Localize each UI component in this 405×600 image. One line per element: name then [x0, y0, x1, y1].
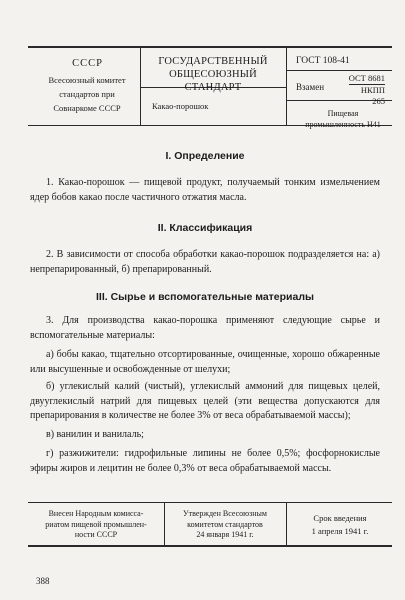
paragraph: 3. Для производства какао-порошка применяют следующие сырье и вспомогательные материалы:: [30, 315, 380, 341]
industry-classification: [296, 108, 390, 130]
footer-top-rule: [28, 502, 392, 503]
organization-line: Всесоюзный комитет: [48, 75, 126, 85]
section-heading: I. Определение: [165, 150, 245, 162]
introduced-line: Внесен Народным комисса-: [48, 509, 144, 518]
paragraph: 1. Какао-порошок — пищевой продукт, получаемый тонким измельчением ядер бобов какао после частичного отжатия масла.: [30, 177, 380, 203]
organization-line: Совнаркоме СССР: [53, 103, 121, 113]
introduced-line: ности СССР: [74, 530, 118, 539]
approved-line: Утвержден Всесоюзным: [182, 509, 267, 518]
standard-title-line: ОБЩЕСОЮЗНЫЙ СТАНДАРТ: [169, 69, 257, 93]
organization-line: стандартов при: [59, 89, 115, 99]
footer-bottom-rule: [28, 545, 392, 547]
effective-line: Срок введения: [313, 513, 367, 523]
instead-label: Взамен: [296, 82, 325, 92]
industry-line: Пищевая: [327, 109, 359, 118]
instead-values: [339, 73, 385, 107]
paragraph: г) разжижители: гидрофильные липины не более 0,5%; фосфорнокислые эфиры жиров и лецитин не более 0,3% от веса обрабатываемой массы.: [30, 448, 380, 474]
approved-line: комитетом стандартов: [187, 519, 263, 529]
footer-divider-left: [164, 502, 165, 545]
header-top-rule: [28, 46, 392, 48]
paragraph: б) углекислый калий (чистый), углекислый аммоний для пищевых целей, двууглекислый натрий для пищевых целей (эти вещества допускаются для препарирования в количестве не более 3% от веса обрабатываемой массы);: [30, 381, 380, 421]
section-heading: II. Классификация: [157, 222, 253, 234]
footer-divider-right: [286, 502, 287, 545]
instead-value: НКПП 265: [349, 84, 385, 107]
header-divider-right: [286, 46, 287, 125]
paragraph: в) ванилин и ванилаль;: [46, 429, 144, 440]
instead-value: ОСТ 8681: [348, 73, 385, 83]
standard-title: [144, 55, 282, 94]
gost-number: ГОСТ 108-41: [296, 56, 350, 66]
approved-line: 24 января 1941 г.: [196, 530, 254, 539]
paragraph: а) бобы какао, тщательно отсортированные, очищенные, хорошо обжаренные или высушенные и освобожденные от шелухи;: [30, 349, 380, 375]
page-number: 388: [36, 576, 50, 586]
effective-date: [288, 512, 392, 538]
introduced-line: риатом пищевой промышлен-: [45, 519, 147, 529]
approved-by: [166, 509, 284, 541]
paragraph: 2. В зависимости от способа обработки какао-порошок подразделяется на: а) непрепарированный, б) препарированный.: [30, 249, 380, 275]
standard-subject: Какао-порошок: [152, 101, 209, 111]
gost-underline: [286, 70, 392, 71]
industry-line: промышленность Н41: [305, 120, 381, 129]
section-heading: III. Сырье и вспомогательные материалы: [95, 291, 314, 303]
header-divider-left: [140, 46, 141, 125]
standard-title-line: ГОСУДАРСТВЕННЫЙ: [158, 56, 268, 67]
organization-block: [34, 73, 140, 115]
effective-line: 1 апреля 1941 г.: [311, 526, 369, 536]
introduced-by: [30, 509, 162, 541]
country-label: СССР: [72, 58, 103, 69]
